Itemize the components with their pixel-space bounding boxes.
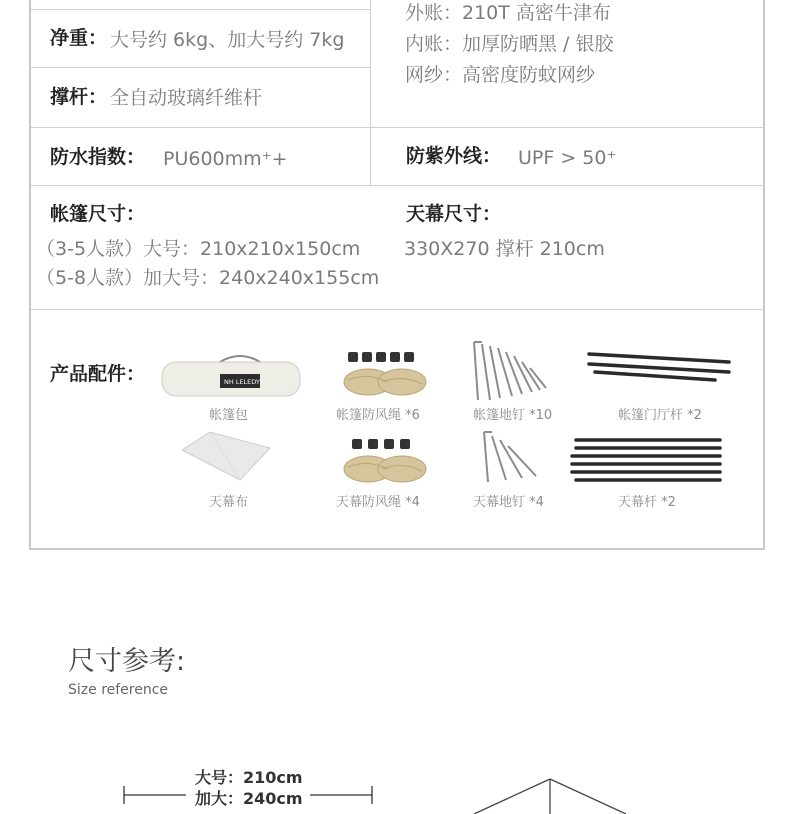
tent-outline <box>470 775 630 814</box>
tent-size-xl: （5-8人款）加大号：240x240x155cm <box>36 267 380 289</box>
caption-canopy-cloth: 天幕布 <box>209 495 249 510</box>
caption-tent-door-poles: 帐篷门厅杆 *2 <box>618 408 702 423</box>
bag-logo: NH LELEDY <box>224 378 260 386</box>
fabric-mesh: 网纱：高密度防蚊网纱 <box>405 64 596 86</box>
caption-canopy-poles: 天幕杆 *2 <box>618 495 676 510</box>
tent-size-large: （3-5人款）大号：210x210x150cm <box>36 238 361 260</box>
canopy-size-label: 天幕尺寸： <box>406 203 502 225</box>
xl-dimension: 加大：240cm <box>195 789 303 808</box>
divider <box>31 67 371 68</box>
uv-label: 防紫外线： <box>406 145 502 167</box>
windrope-icon <box>340 350 430 400</box>
uv-value: UPF > 50⁺ <box>518 147 617 169</box>
weight-label: 净重： <box>50 27 108 49</box>
canopy-cloth-image <box>180 430 272 482</box>
waterproof-value: PU600mm⁺+ <box>163 148 288 170</box>
poles-icon <box>570 436 724 484</box>
divider <box>31 9 371 10</box>
windrope-icon <box>340 437 430 487</box>
fabric-inner: 内账：加厚防晒黑 / 银胶 <box>405 33 614 55</box>
divider <box>370 0 371 185</box>
tent-size-label: 帐篷尺寸： <box>50 203 146 225</box>
divider <box>31 309 764 310</box>
large-dimension: 大号：210cm <box>195 768 303 787</box>
pole-label: 撑杆： <box>50 86 108 108</box>
stakes-icon <box>470 340 550 402</box>
caption-tent-bag: 帐篷包 <box>209 408 249 423</box>
size-reference-subtitle: Size reference <box>68 682 169 698</box>
tent-bag-image <box>160 352 302 400</box>
pole-value: 全自动玻璃纤维杆 <box>110 87 263 109</box>
size-reference-title: 尺寸参考: <box>68 646 186 677</box>
caption-tent-windrope: 帐篷防风绳 *6 <box>336 408 420 423</box>
waterproof-label: 防水指数： <box>50 146 146 168</box>
caption-canopy-stakes: 天幕地钉 *4 <box>473 495 544 510</box>
canopy-size-value: 330X270 撑杆 210cm <box>404 238 605 260</box>
dimension-line <box>118 780 380 814</box>
caption-tent-stakes: 帐篷地钉 *10 <box>473 408 553 423</box>
divider <box>31 185 764 186</box>
caption-canopy-windrope: 天幕防风绳 *4 <box>336 495 420 510</box>
weight-value: 大号约 6kg、加大号约 7kg <box>110 29 345 51</box>
poles-icon <box>585 350 733 382</box>
divider <box>31 127 764 128</box>
stakes-icon <box>480 428 540 484</box>
accessories-label: 产品配件： <box>50 363 146 385</box>
fabric-outer: 外账：210T 高密牛津布 <box>405 2 611 24</box>
